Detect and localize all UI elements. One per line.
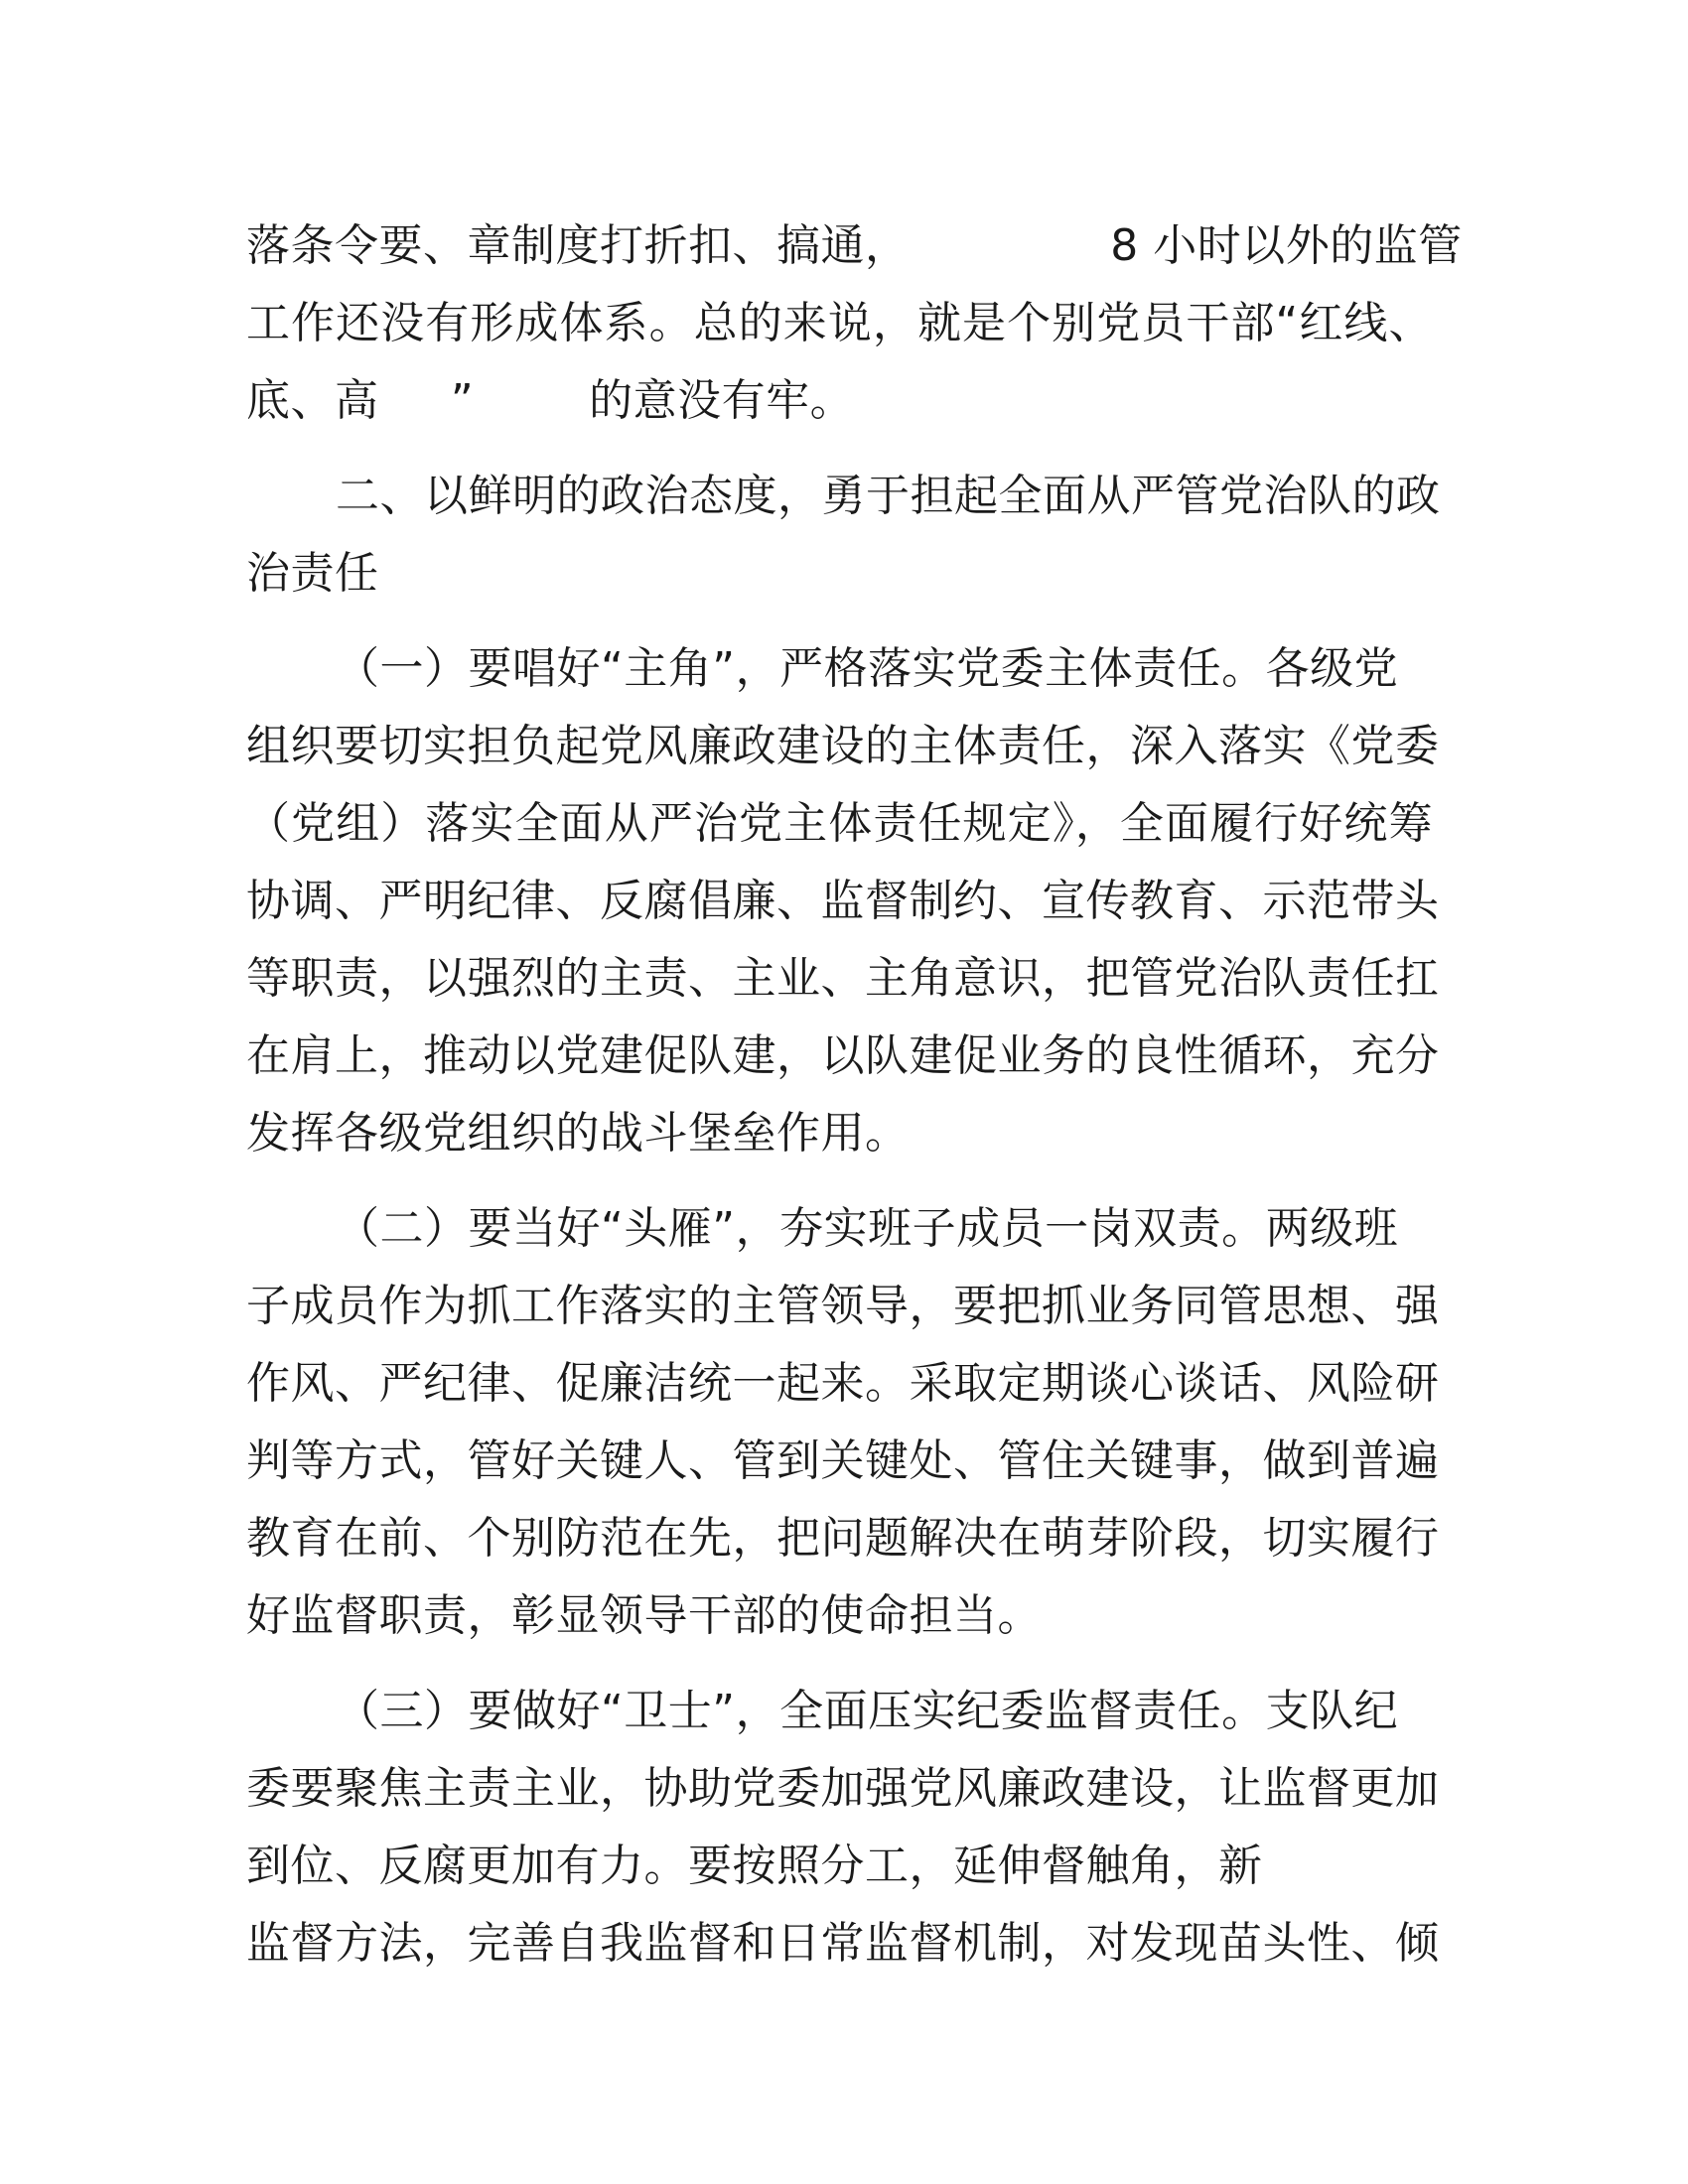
- body-line: 作风、严纪律、促廉洁统一起来。采取定期谈心谈话、风险研: [246, 1358, 1440, 1409]
- body-line: 协调、严明纪律、反腐倡廉、监督制约、宣传教育、示范带头: [246, 876, 1440, 926]
- body-line: 判等方式，管好关键人、管到关键处、管住关键事，做到普遍: [246, 1435, 1440, 1486]
- subsection-line: （二）要当好“头雁”，夯实班子成员一岗双责。两级班: [336, 1203, 1399, 1254]
- body-line: 组织要切实担负起党风廉政建设的主体责任，深入落实《党委: [246, 721, 1440, 771]
- body-line: 发挥各级党组织的战斗堡垒作用。: [246, 1108, 910, 1159]
- section-heading: 二、以鲜明的政治态度，勇于担起全面从严管党治队的政: [336, 471, 1441, 521]
- body-line: 在肩上，推动以党建促队建，以队建促业务的良性循环，充分: [246, 1030, 1440, 1081]
- subsection-line: （三）要做好“卫士”，全面压实纪委监督责任。支队纪: [336, 1686, 1399, 1736]
- body-line: 好监督职责，彰显领导干部的使命担当。: [246, 1590, 1042, 1641]
- body-line: 落条令要、章制度打折扣、搞通， 8 小时以外的监管: [246, 220, 1463, 271]
- body-line: 工作还没有形成体系。总的来说，就是个别党员干部“红线、: [246, 298, 1433, 348]
- body-line: 委要聚焦主责主业，协助党委加强党风廉政建设，让监督更加: [246, 1763, 1440, 1814]
- body-line: 等职责，以强烈的主责、主业、主角意识，把管党治队责任扛: [246, 953, 1440, 1004]
- body-line: 监督方法，完善自我监督和日常监督机制，对发现苗头性、倾: [246, 1918, 1440, 1969]
- body-line: 教育在前、个别防范在先，把问题解决在萌芽阶段，切实履行: [246, 1513, 1440, 1564]
- body-line: （党组）落实全面从严治党主体责任规定》，全面履行好统筹: [246, 798, 1433, 849]
- body-line: 子成员作为抓工作落实的主管领导，要把抓业务同管思想、强: [246, 1281, 1440, 1331]
- body-line: 到位、反腐更加有力。要按照分工，延伸督触角，新: [246, 1841, 1263, 1891]
- body-line: 底、高 ” 的意没有牢。: [246, 375, 855, 426]
- section-heading: 治责任: [246, 548, 379, 599]
- subsection-line: （一）要唱好“主角”，严格落实党委主体责任。各级党: [336, 643, 1399, 694]
